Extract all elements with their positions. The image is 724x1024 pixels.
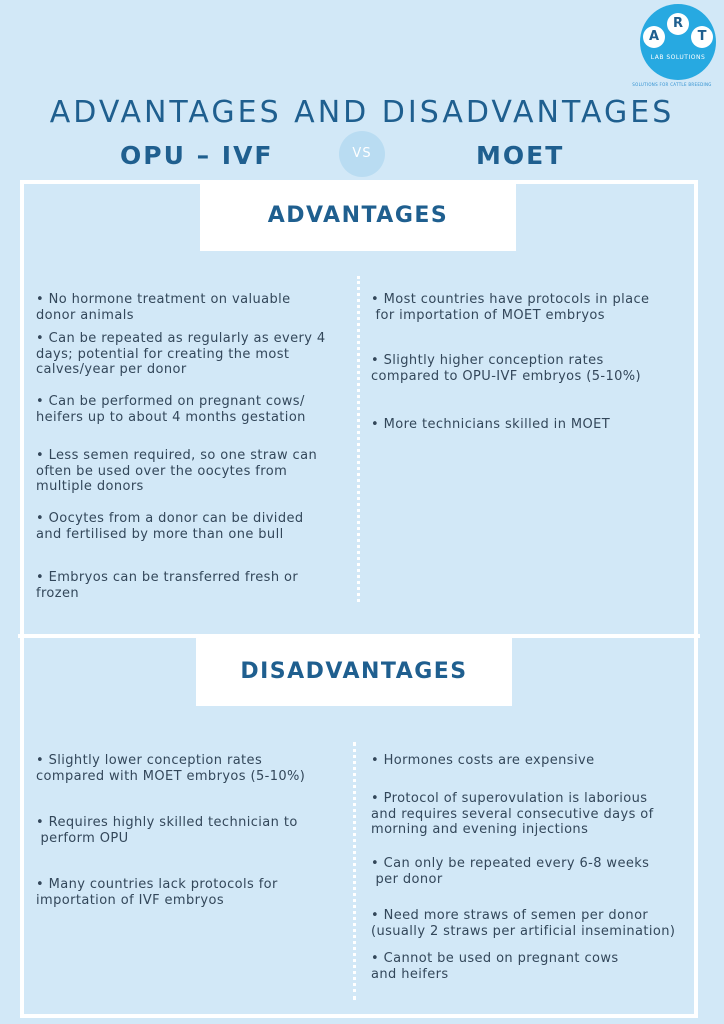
adv-moet-item: • More technicians skilled in MOET xyxy=(371,417,611,432)
disadvantages-heading: DISADVANTAGES xyxy=(196,638,512,706)
adv-opu-item: • Embryos can be transferred fresh or frozen xyxy=(36,570,299,601)
adv-opu-item: • No hormone treatment on valuable donor animals xyxy=(36,292,291,323)
art-lab-logo xyxy=(640,4,716,80)
logo-letter-r: R xyxy=(667,13,689,35)
dis-opu-item: • Many countries lack protocols for importation of IVF embryos xyxy=(36,877,278,908)
adv-moet-item: • Slightly higher conception rates compared to OPU-IVF embryos (5-10%) xyxy=(371,353,642,384)
adv-moet-item: • Most countries have protocols in place for importation of MOET embryos xyxy=(371,292,650,323)
dis-opu-item: • Requires highly skilled technician to perform OPU xyxy=(36,815,298,846)
dis-moet-item: • Cannot be used on pregnant cows and heifers xyxy=(371,951,619,982)
dis-moet-item: • Hormones costs are expensive xyxy=(371,753,595,768)
advantages-heading: ADVANTAGES xyxy=(200,183,516,251)
logo-subtitle: LAB SOLUTIONS xyxy=(650,54,706,61)
logo-letter-t: T xyxy=(691,26,713,48)
dis-moet-item: • Need more straws of semen per donor (usually 2 straws per artificial insemination) xyxy=(371,908,676,939)
adv-opu-item: • Can be repeated as regularly as every 4 days; potential for creating the most calves/year per donor xyxy=(36,331,326,377)
page-title: ADVANTAGES AND DISADVANTAGES xyxy=(49,95,675,130)
adv-opu-item: • Oocytes from a donor can be divided and fertilised by more than one bull xyxy=(36,511,304,542)
method-opu-ivf: OPU – IVF xyxy=(120,141,274,170)
logo-tagline: SOLUTIONS FOR CATTLE BREEDING xyxy=(632,82,712,87)
dis-moet-item: • Can only be repeated every 6-8 weeks per donor xyxy=(371,856,650,887)
adv-opu-item: • Less semen required, so one straw can often be used over the oocytes from multiple donors xyxy=(36,448,318,494)
logo-letter-a: A xyxy=(643,26,665,48)
dis-opu-item: • Slightly lower conception rates compared with MOET embryos (5-10%) xyxy=(36,753,306,784)
dis-moet-item: • Protocol of superovulation is laborious and requires several consecutive days of morning and evening injections xyxy=(371,791,654,837)
advantages-column-divider xyxy=(357,276,360,602)
disadvantages-column-divider xyxy=(353,742,356,1000)
adv-opu-item: • Can be performed on pregnant cows/ heifers up to about 4 months gestation xyxy=(36,394,306,425)
method-moet: MOET xyxy=(476,141,565,170)
vs-badge: VS xyxy=(339,131,385,177)
